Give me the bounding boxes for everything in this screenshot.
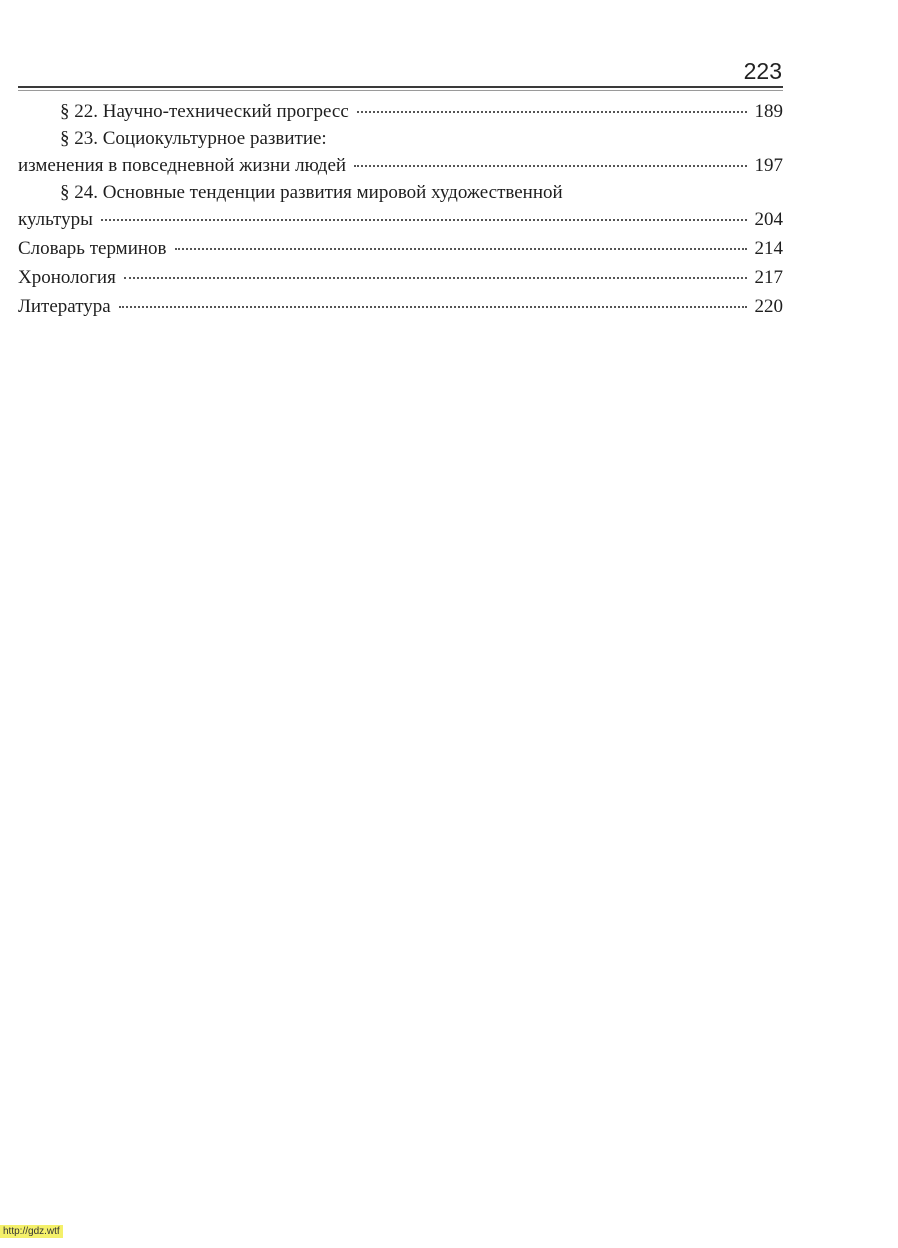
toc-entry-chronology bbox=[18, 264, 783, 291]
toc-entry-title: Литература bbox=[18, 296, 111, 317]
toc-entry-23-line2 bbox=[18, 152, 783, 179]
header-rule-thin bbox=[18, 90, 783, 91]
page-number: 223 bbox=[743, 58, 782, 84]
toc-entry-page: 204 bbox=[754, 209, 783, 230]
dot-leader bbox=[119, 305, 747, 308]
toc-entry-page: 197 bbox=[754, 155, 783, 176]
dot-leader bbox=[101, 218, 747, 221]
toc-entry-title: § 24. Основные тенденции развития мировой художественной bbox=[60, 182, 563, 203]
toc-entry-title: Словарь терминов bbox=[18, 238, 167, 259]
toc-entry-title-cont: изменения в повседневной жизни людей bbox=[18, 155, 347, 176]
table-of-contents bbox=[18, 98, 783, 320]
toc-entry-glossary bbox=[18, 235, 783, 262]
toc-entry-24-line1 bbox=[18, 179, 783, 206]
dot-leader bbox=[124, 276, 747, 279]
toc-entry-title: § 22. Научно-технический прогресс bbox=[60, 101, 349, 122]
watermark-link[interactable]: http://gdz.wtf bbox=[0, 1225, 63, 1238]
toc-entry-22 bbox=[18, 98, 783, 125]
dot-leader bbox=[354, 164, 747, 167]
toc-entry-literature bbox=[18, 293, 783, 320]
toc-entry-24-line2 bbox=[18, 206, 783, 233]
toc-entry-title: § 23. Социокультурное развитие: bbox=[60, 128, 327, 149]
dot-leader bbox=[357, 110, 747, 113]
toc-entry-23-line1 bbox=[18, 125, 783, 152]
toc-entry-title: Хронология bbox=[18, 267, 116, 288]
header-rule bbox=[18, 86, 783, 88]
toc-entry-title-cont: культуры bbox=[18, 209, 93, 230]
toc-entry-page: 214 bbox=[754, 238, 783, 259]
toc-entry-page: 189 bbox=[754, 101, 783, 122]
dot-leader bbox=[175, 247, 747, 250]
toc-entry-page: 220 bbox=[754, 296, 783, 317]
toc-entry-page: 217 bbox=[754, 267, 783, 288]
